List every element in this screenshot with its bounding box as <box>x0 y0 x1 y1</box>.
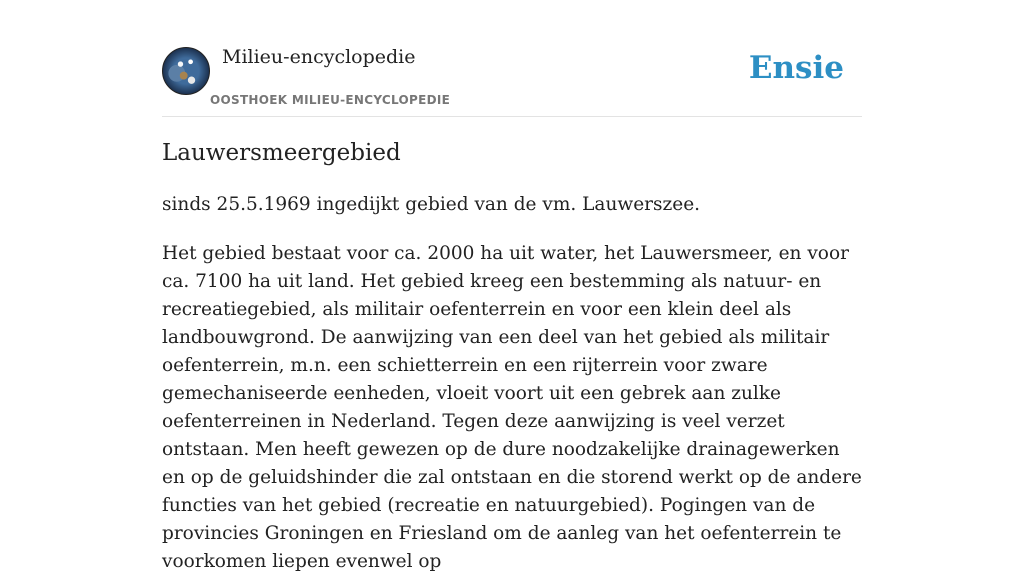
site-subtitle: OOSTHOEK MILIEU-ENCYCLOPEDIE <box>210 93 451 107</box>
earth-globe-icon[interactable] <box>162 47 210 95</box>
article-paragraph: Het gebied bestaat voor ca. 2000 ha uit water, het Lauwersmeer, en voor ca. 7100 ha uit land. Het gebied kreeg een bestemming als natuur- en recreatiegebied, als militair oefenterrein en voor een klein deel als landbouwgrond. De aanwijzing van een deel van het gebied als militair oefenterrein, m.n. een schietterrein en een rijterrein voor zware gemechaniseerde eenheden, vloeit voort uit een gebrek aan zulke oefenterreinen in Nederland. Tegen deze aanwijzing is veel verzet ontstaan. Men heeft gewezen op de dure noodzakelijke drainagewerken en op de geluidshinder die zal ontstaan en die storend werkt op de andere functies van het gebied (recreatie en natuurgebied). Pogingen van de provincies Groningen en Friesland om de aanleg van het oefenterrein te voorkomen liepen evenwel op <box>162 243 862 572</box>
brand-logo-link[interactable]: Ensie <box>748 50 844 86</box>
content-container <box>162 0 862 572</box>
site-name-link[interactable]: Milieu-encyclopedie <box>222 46 416 68</box>
site-header <box>162 0 862 117</box>
article-paragraph: sinds 25.5.1969 ingedijkt gebied van de vm. Lauwerszee. <box>162 194 701 215</box>
article-title: Lauwersmeergebied <box>162 140 401 166</box>
